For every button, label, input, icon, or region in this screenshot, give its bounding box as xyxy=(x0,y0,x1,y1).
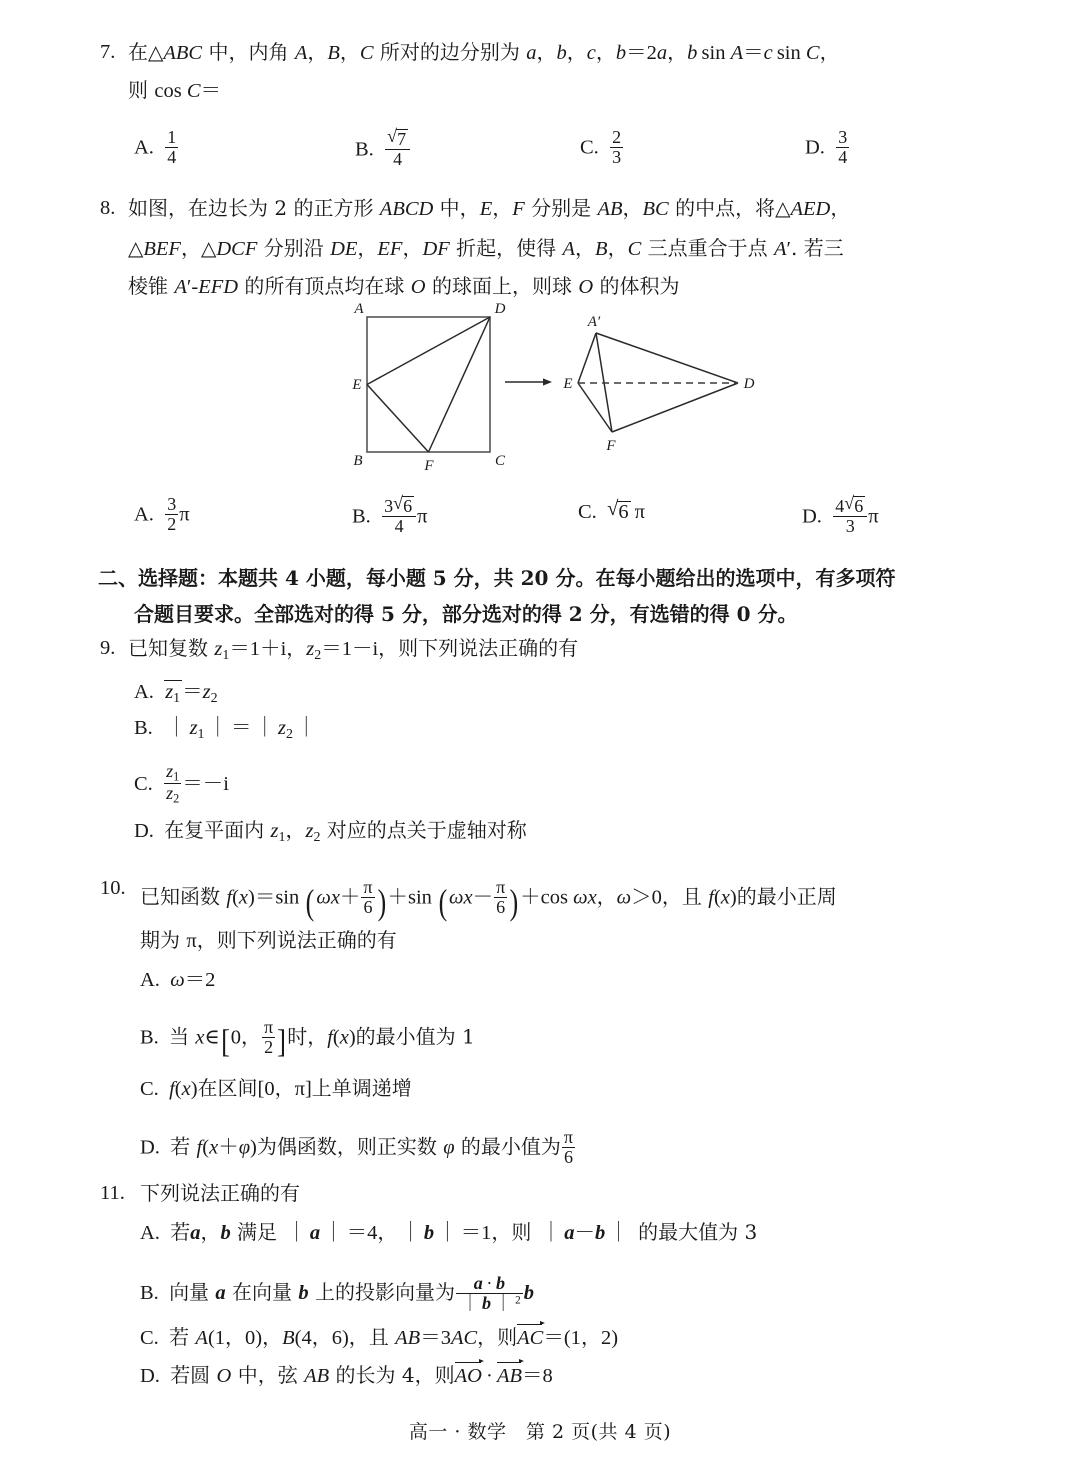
figure-label-E2: E xyxy=(563,376,573,392)
question-11-option-b[interactable]: B. 向量 a 在向量 b 上的投影向量为 $\frac{a \cdot b}{| b | ^2}$ b xyxy=(140,1273,534,1313)
question-8-option-a[interactable]: A. $\frac{3}{2}$ π xyxy=(134,494,190,534)
figure-label-C: C xyxy=(494,453,506,469)
question-8-number: 8. xyxy=(100,197,116,219)
question-11-option-a[interactable]: A. 若a，b 满足 ｜ a ｜ ＝4， ｜ b ｜ ＝1，则 ｜ a－b ｜ 的最大值为 3 xyxy=(140,1220,758,1244)
question-7-line-2: 则 cos C＝ xyxy=(128,78,221,102)
figure-label-E: E xyxy=(352,377,362,393)
question-11-number: 11. xyxy=(100,1182,125,1204)
question-10-option-a[interactable]: A. ω＝2 xyxy=(140,969,216,991)
question-11-option-d[interactable]: D. 若圆 O 中，弦 AB 的长为 4，则 AO · AB＝8 xyxy=(140,1364,553,1387)
page-footer: 高一 · 数学 第 2 页(共 4 页) xyxy=(408,1421,672,1443)
question-10-number: 10. xyxy=(100,877,126,899)
question-8-option-b[interactable]: B. 3 √ 6 4 π xyxy=(352,493,428,536)
figure-label-D2: D xyxy=(743,376,755,392)
figure-label-A-prime: A′ xyxy=(587,314,601,330)
question-11-stem: 下列说法正确的有 xyxy=(140,1181,300,1205)
question-7-line-1: 在△ABC 中，内角 A，B，C 所对的边分别为 a，b，c，b＝2a，b sin A＝c sin C， xyxy=(128,40,840,64)
section-2-heading-line-1: 二、选择题：本题共 4 小题，每小题 5 分，共 20 分。在每小题给出的选项中，有多项符 xyxy=(98,566,896,590)
question-9-option-d[interactable]: D. 在复平面内 z1，z2 对应的点关于虚轴对称 xyxy=(134,818,527,845)
question-8-option-c[interactable]: C. √ 6 π xyxy=(578,498,646,523)
question-8-line-3: 棱锥 A′-EFD 的所有顶点均在球 O 的球面上，则球 O 的体积为 xyxy=(128,274,680,298)
question-10-stem-line-1: 已知函数 f(x)＝sin (ωx＋ $\frac{\pi}{6}$ )＋sin (ωx－ $\frac{\pi}{6}$ )＋cos ωx，ω＞0，且 f(x)的最小正周 xyxy=(140,877,837,923)
figure-label-D: D xyxy=(494,301,506,317)
question-11-option-c[interactable]: C. 若 A(1，0)，B(4，6)，且 AB＝3AC，则 AC＝(1，2) xyxy=(140,1326,618,1349)
question-9-option-b[interactable]: B. ｜ z1 ｜ ＝ ｜ z2 ｜ xyxy=(134,717,317,742)
figure-label-F: F xyxy=(424,458,434,474)
question-10-stem-line-2: 期为 π，则下列说法正确的有 xyxy=(140,928,397,952)
question-7-option-a[interactable]: A. $\frac{1}{4}$ xyxy=(134,127,177,167)
question-10-option-b[interactable]: B. 当 x∈[0， $\frac{\pi}{2}$ ]时，f(x)的最小值为 1 xyxy=(140,1017,475,1061)
question-8-figure xyxy=(330,300,790,485)
question-9-option-a[interactable]: A. z1＝z2 xyxy=(134,681,218,706)
question-9-number: 9. xyxy=(100,637,116,659)
question-10-option-d[interactable]: D. 若 f(x＋φ)为偶函数，则正实数 φ 的最小值为 $\frac{\pi}{6}$ xyxy=(140,1127,574,1167)
figure-label-A: A xyxy=(354,301,364,317)
question-7-number: 7. xyxy=(100,41,116,63)
question-8-line-2: △BEF，△DCF 分别沿 DE，EF，DF 折起，使得 A，B，C 三点重合于点 A′. 若三 xyxy=(128,236,844,260)
figure-label-B: B xyxy=(353,453,363,469)
fold-arrow-icon xyxy=(505,378,552,385)
question-9-stem: 已知复数 z1＝1＋i，z2＝1－i，则下列说法正确的有 xyxy=(128,636,579,663)
question-10-option-c[interactable]: C. f(x)在区间[0，π]上单调递增 xyxy=(140,1076,412,1100)
question-9-option-c[interactable]: C. $\frac{z1}{z2}$ ＝－i xyxy=(134,761,229,806)
section-2-heading-line-2: 合题目要求。全部选对的得 5 分，部分选对的得 2 分，有选错的得 0 分。 xyxy=(134,602,798,626)
figure-label-F2: F xyxy=(606,438,616,454)
question-8-option-d[interactable]: D. 4 √ 6 3 π xyxy=(802,493,879,536)
question-7-option-c[interactable]: C. $\frac{2}{3}$ xyxy=(580,127,622,167)
question-8-line-1: 如图，在边长为 2 的正方形 ABCD 中，E，F 分别是 AB，BC 的中点，将△AED， xyxy=(128,196,851,220)
question-7-option-d[interactable]: D. $\frac{3}{4}$ xyxy=(805,127,848,167)
question-7-option-b[interactable]: B. √ 7 4 xyxy=(355,128,411,169)
